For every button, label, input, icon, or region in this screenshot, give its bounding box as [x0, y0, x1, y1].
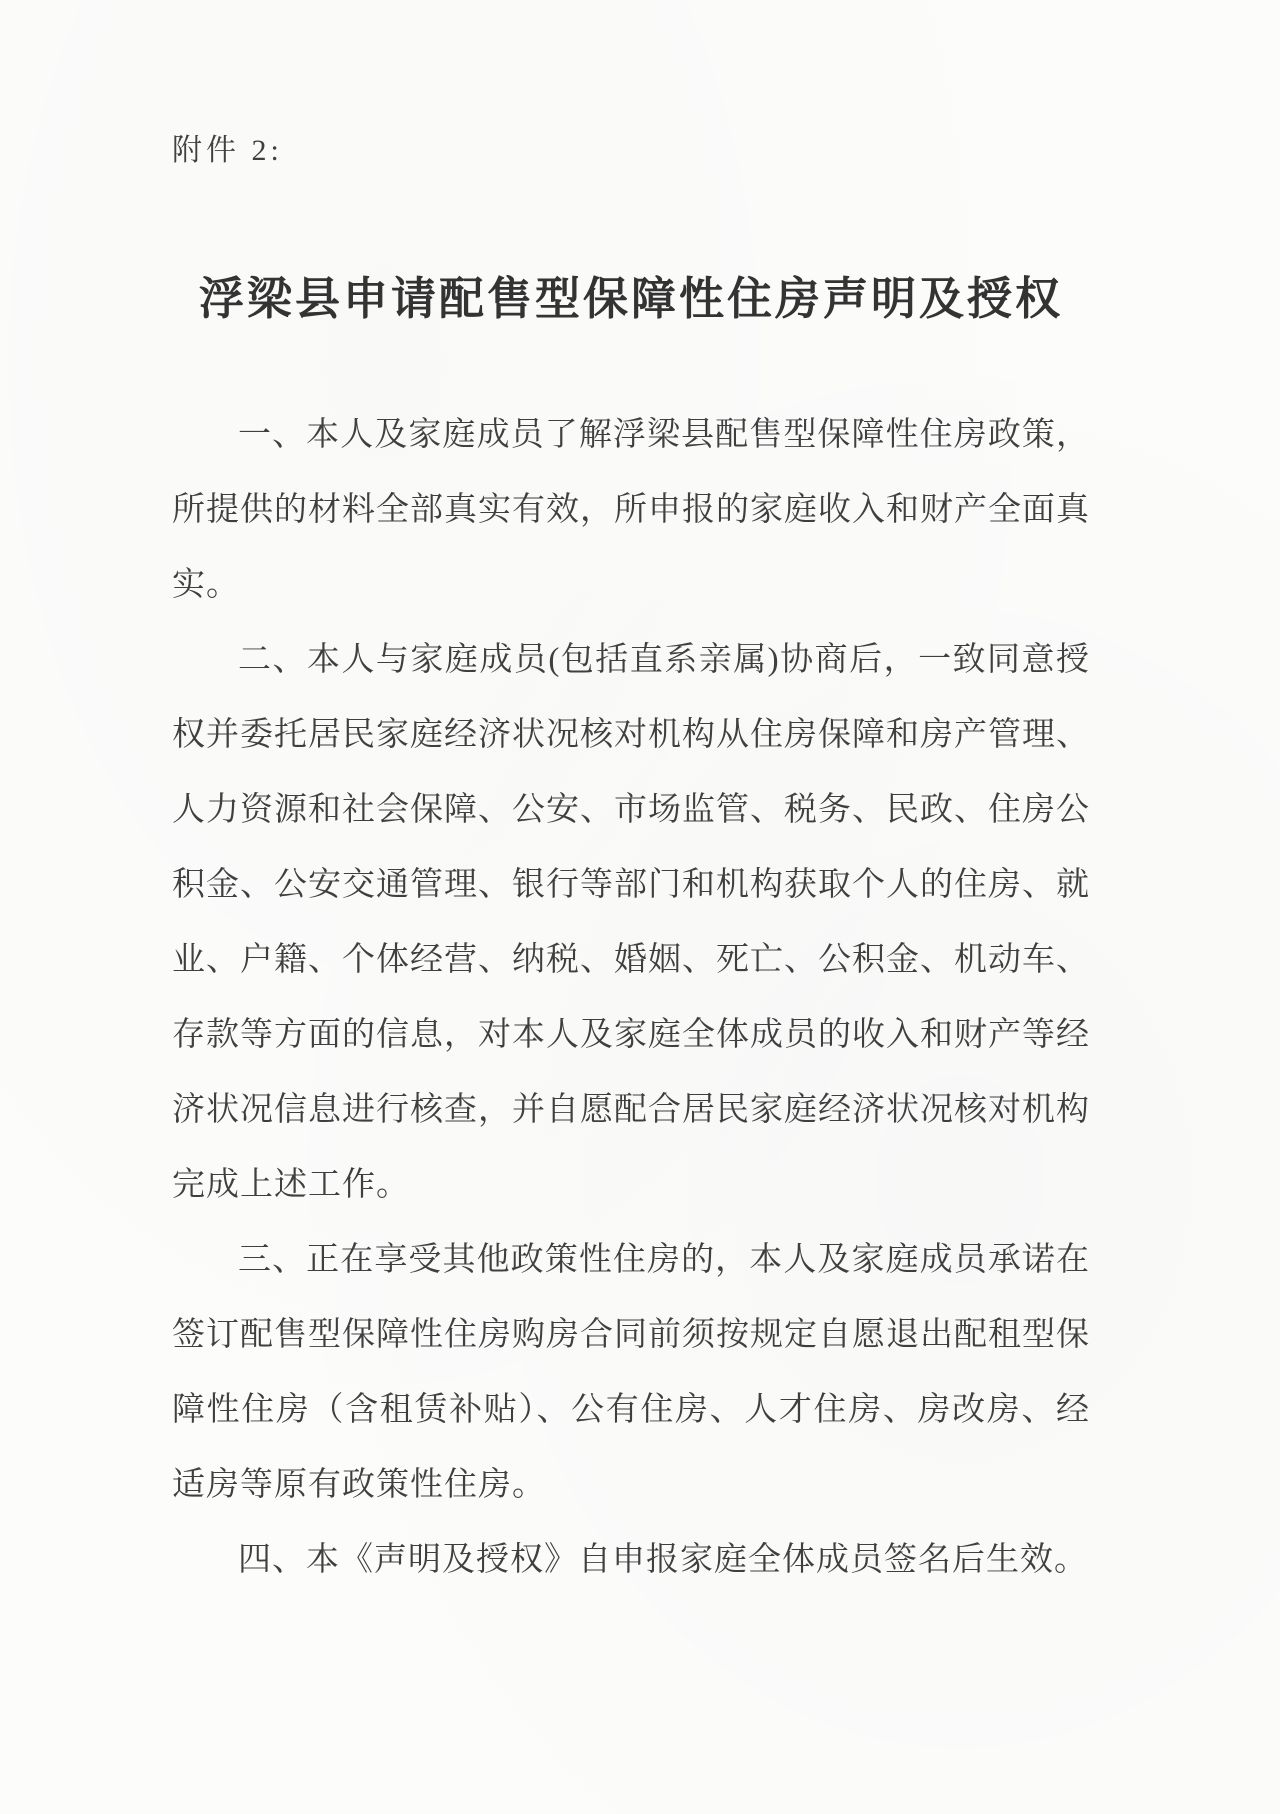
paragraph-3: 三、正在享受其他政策性住房的，本人及家庭成员承诺在签订配售型保障性住房购房合同前须按规定自愿退出配租型保障性住房（含租赁补贴）、公有住房、人才住房、房改房、经适房等原有政策性住房。	[172, 1242, 1090, 1503]
paragraph-1: 一、本人及家庭成员了解浮梁县配售型保障性住房政策，所提供的材料全部真实有效，所申报的家庭收入和财产全面真实。	[172, 417, 1090, 603]
paragraph-2: 二、本人与家庭成员(包括直系亲属)协商后，一致同意授权并委托居民家庭经济状况核对机构从住房保障和房产管理、人力资源和社会保障、公安、市场监管、税务、民政、住房公积金、公安交通管理、银行等部门和机构获取个人的住房、就业、户籍、个体经营、纳税、婚姻、死亡、公积金、机动车、存款等方面的信息，对本人及家庭全体成员的收入和财产等经济状况信息进行核查，并自愿配合居民家庭经济状况核对机构完成上述工作。	[172, 642, 1090, 1203]
attachment-label: 附件 2:	[172, 134, 283, 167]
paragraph-4: 四、本《声明及授权》自申报家庭全体成员签名后生效。	[238, 1542, 1088, 1578]
document-body	[172, 398, 1090, 1598]
document-title: 浮梁县申请配售型保障性住房声明及授权	[198, 274, 1063, 324]
